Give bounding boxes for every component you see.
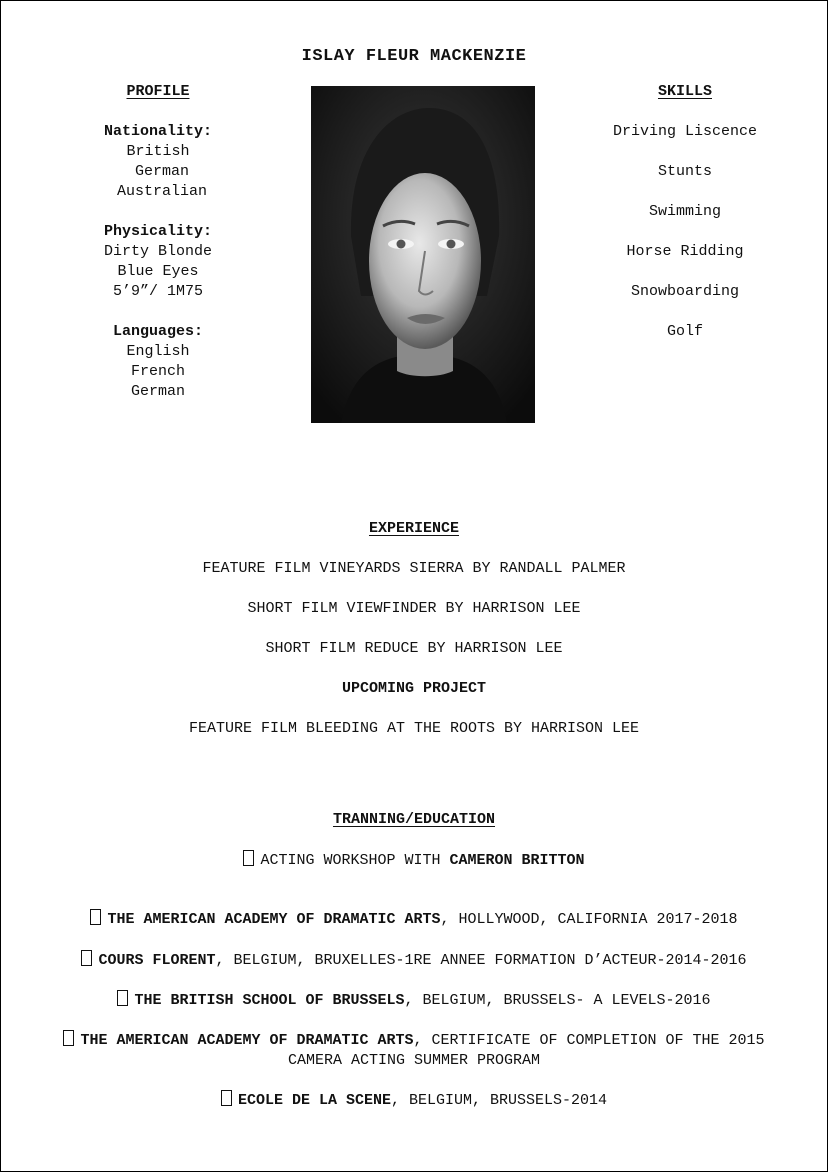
skill-item: Driving Liscence — [612, 123, 758, 140]
experience-item: SHORT FILM VIEWFINDER BY HARRISON LEE — [247, 600, 581, 617]
page-title: ISLAY FLEUR MACKENZIE — [301, 47, 527, 66]
group-value: German — [130, 383, 185, 400]
group-value: Blue Eyes — [117, 263, 199, 280]
physicality-group — [38, 222, 278, 302]
headshot-photo — [311, 86, 535, 423]
group-value: English — [126, 343, 190, 360]
group-value: 5’9”/ 1M75 — [112, 283, 203, 300]
portrait-image — [311, 86, 535, 423]
group-value: Dirty Blonde — [103, 243, 213, 260]
education-item: THE AMERICAN ACADEMY OF DRAMATIC ARTS, CERTIFICATE OF COMPLETION OF THE 2015 CAMERA ACTING SUMMER PROGRAM — [11, 1030, 817, 1071]
education-heading: TRANNING/EDUCATION — [332, 811, 496, 828]
group-value: British — [126, 143, 190, 160]
profile-column — [38, 82, 278, 422]
checkbox-icon — [81, 950, 92, 966]
skill-item: Golf — [666, 323, 703, 340]
profile-heading: PROFILE — [126, 83, 190, 100]
education-item: THE AMERICAN ACADEMY OF DRAMATIC ARTS, HOLLYWOOD, CALIFORNIA 2017-2018 — [11, 909, 817, 930]
skills-heading: SKILLS — [657, 83, 712, 100]
experience-heading: EXPERIENCE — [368, 520, 459, 537]
education-item: COURS FLORENT, BELGIUM, BRUXELLES-1RE ANNEE FORMATION D’ACTEUR-2014-2016 — [11, 950, 817, 971]
checkbox-icon — [90, 909, 101, 925]
upcoming-item: FEATURE FILM BLEEDING AT THE ROOTS BY HARRISON LEE — [188, 720, 640, 737]
skill-item: Horse Ridding — [626, 243, 744, 260]
experience-section — [1, 519, 827, 759]
group-value: Australian — [116, 183, 207, 200]
skill-item: Snowboarding — [630, 283, 740, 300]
checkbox-icon — [221, 1090, 232, 1106]
group-label: Languages: — [112, 323, 203, 340]
education-section — [1, 810, 827, 890]
group-label: Physicality: — [103, 223, 213, 240]
experience-item: SHORT FILM REDUCE BY HARRISON LEE — [265, 640, 563, 657]
skill-item: Stunts — [657, 163, 712, 180]
group-label: Nationality: — [103, 123, 213, 140]
skill-item: Swimming — [648, 203, 721, 220]
upcoming-heading: UPCOMING PROJECT — [341, 680, 487, 697]
education-item: ECOLE DE LA SCENE, BELGIUM, BRUSSELS-2014 — [11, 1090, 817, 1111]
experience-item: FEATURE FILM VINEYARDS SIERRA BY RANDALL PALMER — [202, 560, 626, 577]
checkbox-icon — [63, 1030, 74, 1046]
group-value: French — [130, 363, 185, 380]
languages-group — [38, 322, 278, 402]
education-item: ACTING WORKSHOP WITH CAMERON BRITTON — [1, 850, 827, 890]
nationality-group — [38, 122, 278, 202]
checkbox-icon — [243, 850, 254, 866]
group-value: German — [134, 163, 189, 180]
checkbox-icon — [117, 990, 128, 1006]
skills-column — [565, 82, 805, 362]
education-item: THE BRITISH SCHOOL OF BRUSSELS, BELGIUM, BRUSSELS- A LEVELS-2016 — [11, 990, 817, 1011]
